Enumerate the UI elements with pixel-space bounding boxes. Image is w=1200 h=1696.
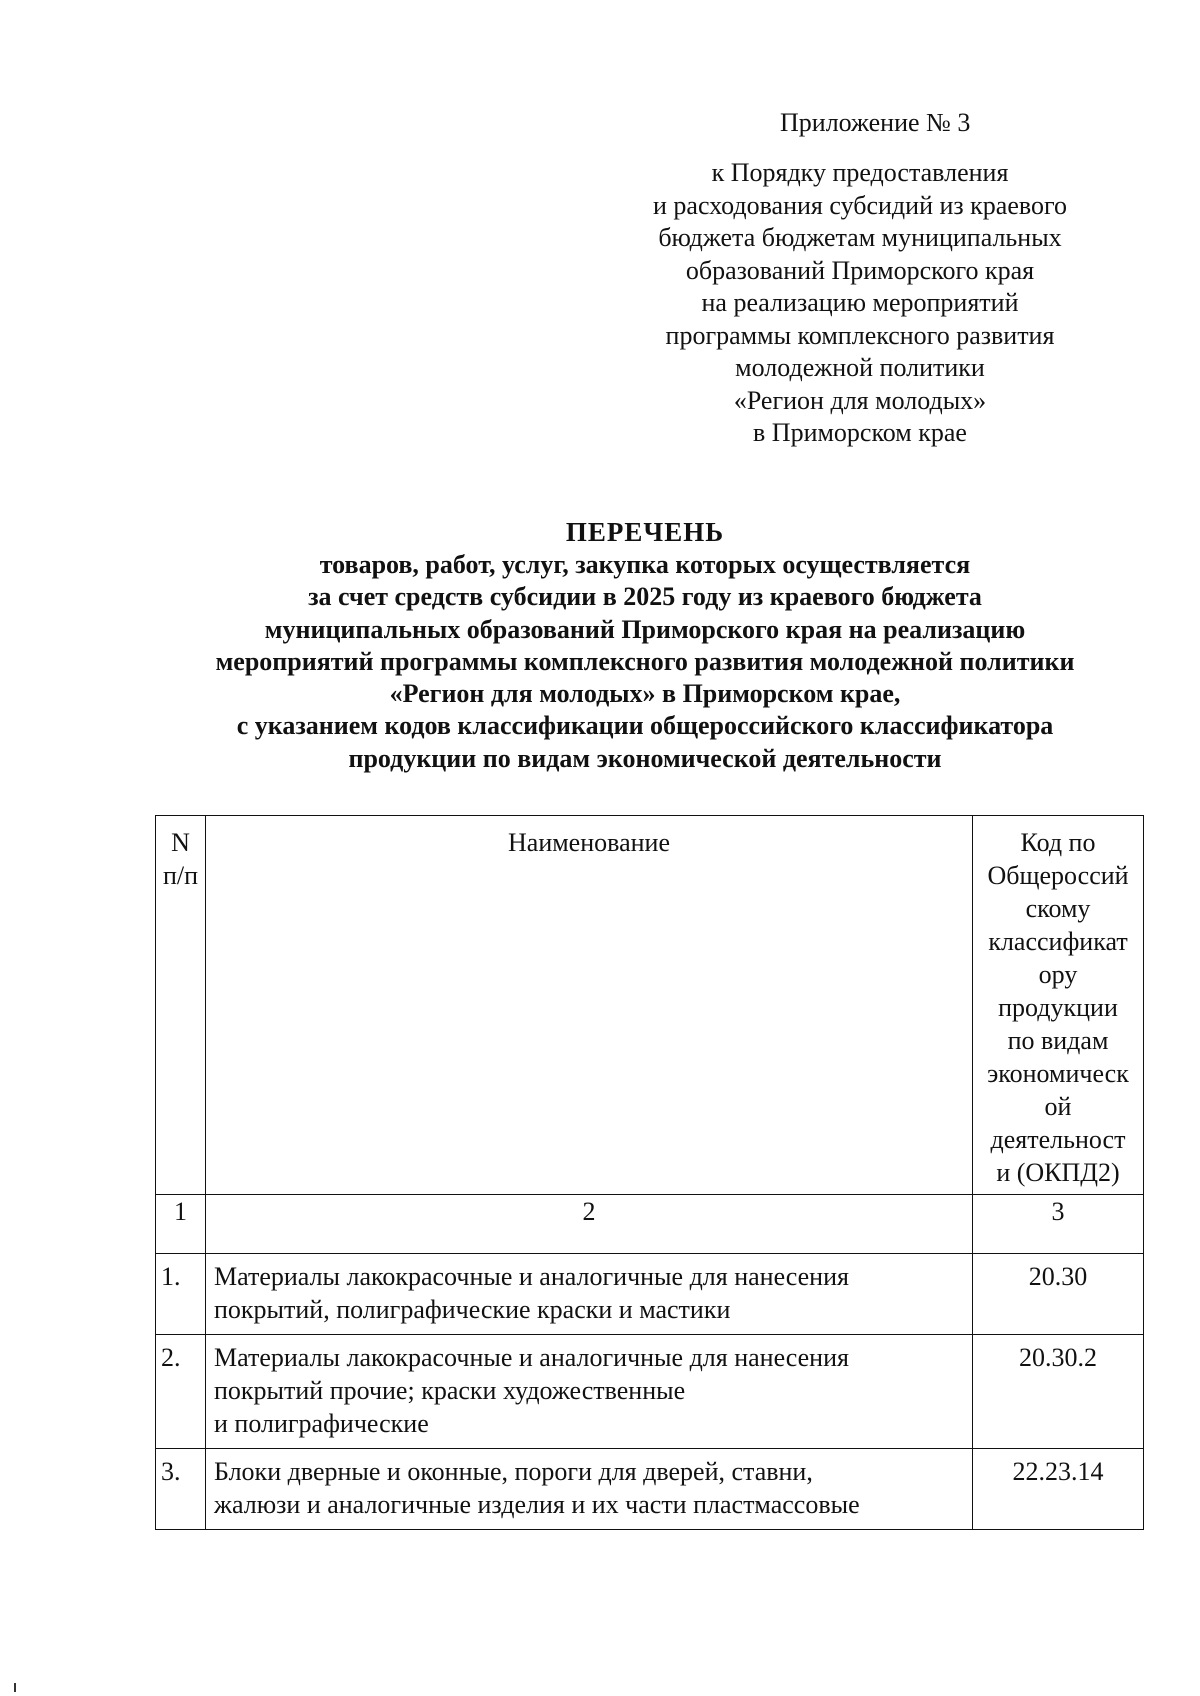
scan-edge-mark	[14, 1683, 16, 1692]
appendix-line: к Порядку предоставления	[711, 158, 1009, 187]
row-number-cell: 2.	[156, 1335, 206, 1449]
header-name-label: Наименование	[508, 828, 670, 857]
row-name-line: покрытий прочие; краски художественные	[214, 1376, 686, 1405]
header-number-line: N	[171, 828, 190, 857]
document-subtitle-line: за счет средств субсидии в 2025 году из краевого бюджета	[308, 582, 982, 612]
appendix-reference	[620, 157, 1100, 450]
index-cell: 1	[156, 1195, 206, 1254]
row-name-line: Блоки дверные и оконные, пороги для дверей, ставни,	[214, 1457, 813, 1486]
header-code-line: ой	[1044, 1092, 1072, 1121]
appendix-line: на реализацию мероприятий	[701, 288, 1019, 317]
row-name-cell	[206, 1254, 973, 1335]
goods-table	[155, 815, 1144, 1530]
table-row	[156, 1254, 1144, 1335]
header-code-line: скому	[1025, 894, 1091, 923]
document-subtitle-line: с указанием кодов классификации общероссийского классификатора	[236, 711, 1054, 741]
row-number-cell: 1.	[156, 1254, 206, 1335]
row-number-cell: 3.	[156, 1449, 206, 1530]
appendix-line: молодежной политики	[735, 353, 985, 382]
row-name-line: Материалы лакокрасочные и аналогичные для нанесения	[214, 1343, 849, 1372]
header-code-line: Код по	[1020, 828, 1096, 857]
index-cell: 3	[973, 1195, 1144, 1254]
table-index-row	[156, 1195, 1144, 1254]
appendix-line: и расходования субсидий из краевого	[652, 190, 1067, 220]
header-code-line: ору	[1038, 960, 1078, 989]
row-name-cell	[206, 1335, 973, 1449]
header-code-cell	[973, 816, 1144, 1195]
appendix-title: Приложение № 3	[780, 108, 971, 137]
row-name-line: жалюзи и аналогичные изделия и их части пластмассовые	[214, 1490, 860, 1519]
document-subtitle-line: муниципальных образований Приморского края на реализацию	[264, 614, 1026, 644]
row-name-cell	[206, 1449, 973, 1530]
header-number-cell	[156, 816, 206, 1195]
header-code-line: продукции	[998, 993, 1118, 1022]
header-code-line: деятельност	[990, 1125, 1126, 1154]
index-cell: 2	[206, 1195, 973, 1254]
header-code-line: экономическ	[987, 1059, 1129, 1088]
document-subtitle-line: продукции по видам экономической деятельности	[348, 743, 942, 773]
row-code-cell: 22.23.14	[973, 1449, 1144, 1530]
document-subtitle-line: товаров, работ, услуг, закупка которых осуществляется	[319, 550, 971, 579]
document-subtitle-line: «Регион для молодых» в Приморском крае,	[389, 679, 901, 709]
row-code-cell: 20.30.2	[973, 1335, 1144, 1449]
document-subtitle-line: мероприятий программы комплексного развития молодежной политики	[215, 646, 1075, 676]
row-code-cell: 20.30	[973, 1254, 1144, 1335]
header-number-line: п/п	[162, 861, 199, 890]
header-code-line: Общероссий	[987, 861, 1129, 890]
header-code-line: и (ОКПД2)	[996, 1158, 1120, 1187]
row-name-line: и полиграфические	[214, 1409, 429, 1438]
table-row	[156, 1449, 1144, 1530]
appendix-line: «Регион для молодых»	[733, 385, 987, 415]
table-row	[156, 1335, 1144, 1449]
row-name-line: Материалы лакокрасочные и аналогичные для нанесения	[214, 1262, 849, 1291]
row-name-line: покрытий, полиграфические краски и мастики	[214, 1295, 731, 1324]
table-header-row	[156, 816, 1144, 1195]
header-code-line: классификат	[988, 927, 1128, 956]
appendix-line: образований Приморского края	[685, 255, 1035, 285]
appendix-line: бюджета бюджетам муниципальных	[658, 223, 1062, 252]
appendix-line: в Приморском крае	[753, 418, 967, 447]
header-code-line: по видам	[1007, 1026, 1109, 1055]
header-name-cell	[206, 816, 973, 1195]
document-heading	[90, 516, 1200, 775]
appendix-line: программы комплексного развития	[665, 320, 1055, 350]
document-title: ПЕРЕЧЕНЬ	[565, 517, 725, 547]
